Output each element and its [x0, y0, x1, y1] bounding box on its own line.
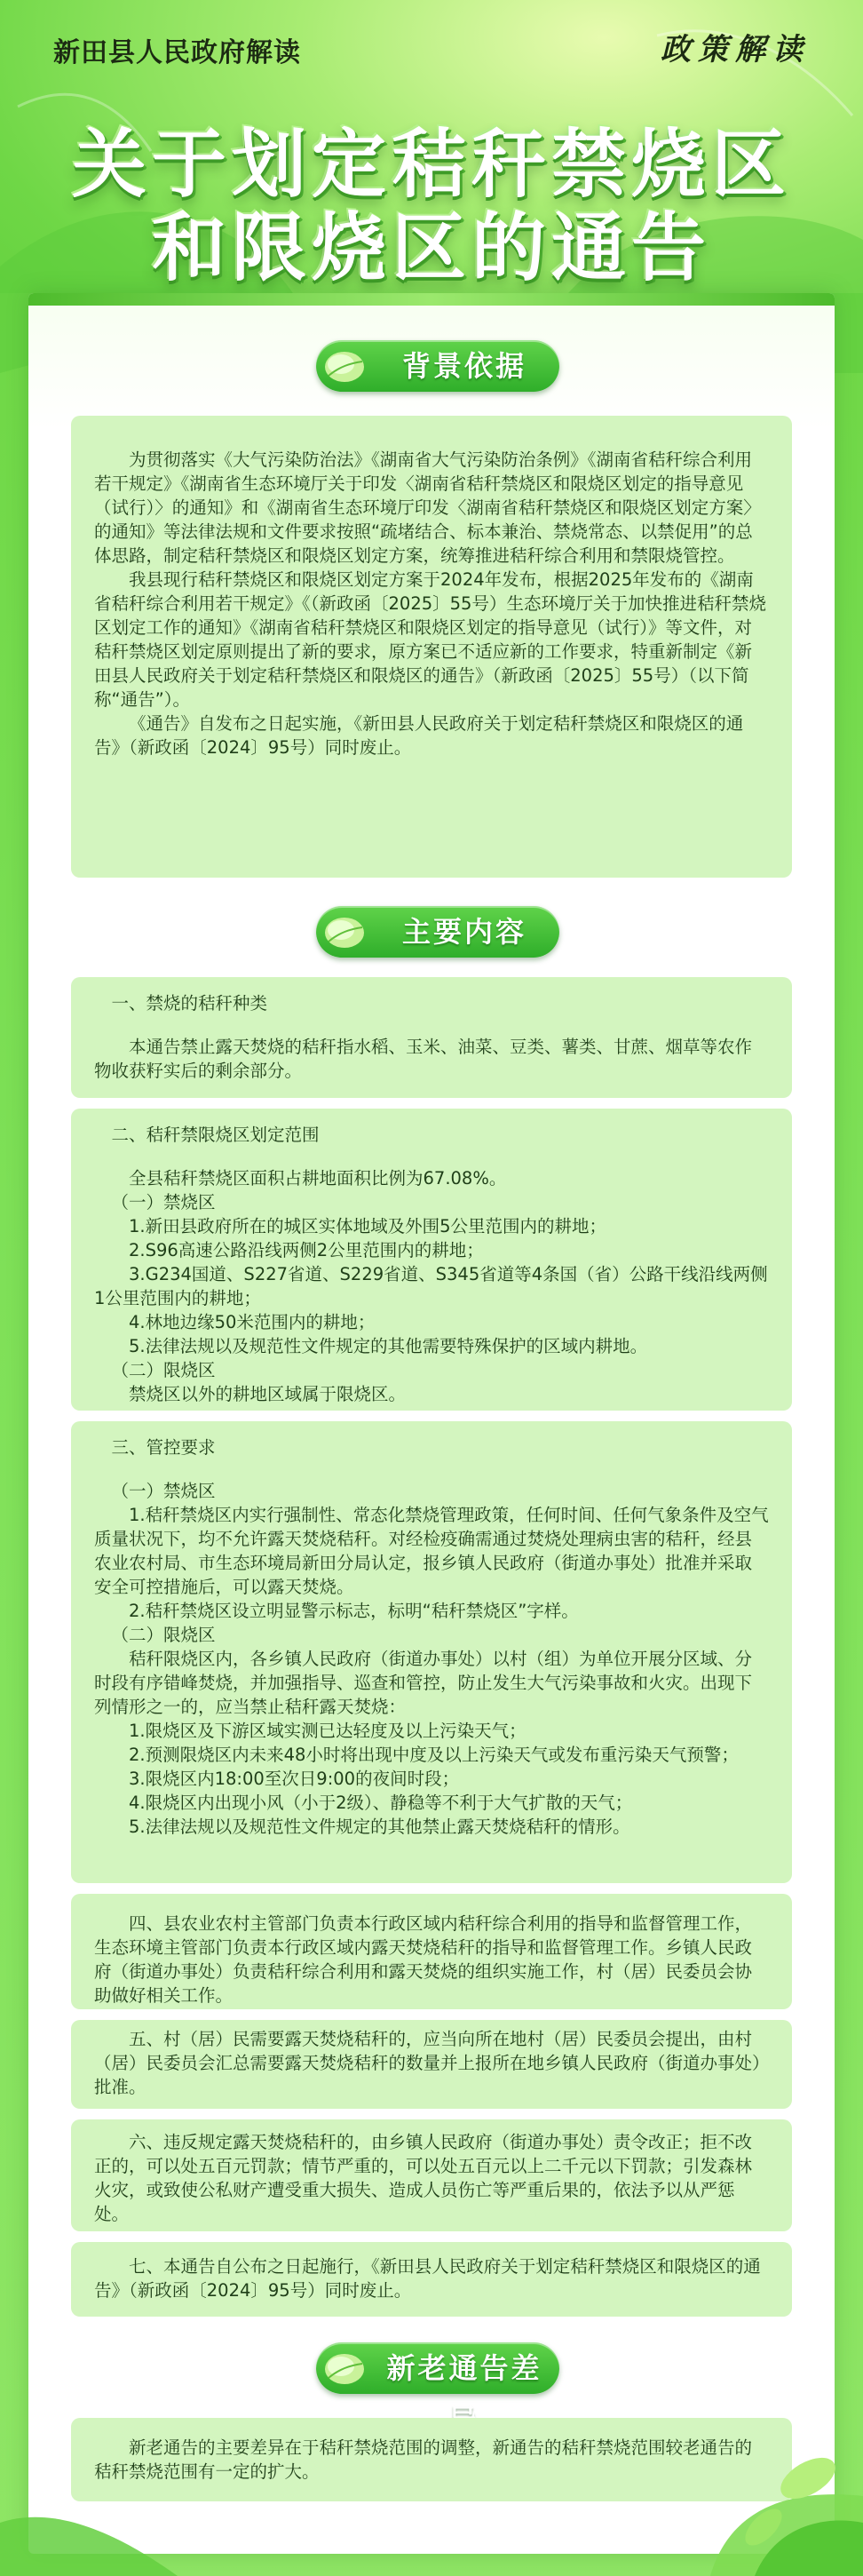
paragraph: 《通告》自发布之日起实施，《新田县人民政府关于划定秸秆禁烧区和限烧区的通告》（新政函〔2024〕95号）同时废止。: [94, 713, 744, 758]
content-box-3: [71, 1421, 792, 1883]
section-title-label: 新老通告差: [386, 2351, 542, 2385]
section-title-main: [316, 906, 559, 958]
section-title-background: [316, 340, 559, 392]
content-box-6: [71, 2119, 792, 2231]
government-name: 新田县人民政府解读: [53, 37, 301, 68]
panel-top-strip: [28, 293, 835, 306]
sub-heading: （一）禁烧区: [111, 1481, 216, 1501]
leaf-decoration-icon: [0, 2469, 178, 2576]
item-text: 七、本通告自公布之日起施行，《新田县人民政府关于划定秸秆禁烧区和限烧区的通告》（新政函〔2024〕95号）同时废止。: [94, 2256, 761, 2301]
section-title-diff: [316, 2342, 559, 2394]
item-text: 禁烧区以外的耕地区域属于限烧区。: [129, 1384, 407, 1404]
paragraph: 为贯彻落实《大气污染防治法》《湖南省大气污染防治条例》《湖南省秸秆综合利用若干规定》《湖南省生态环境厅关于印发〈湖南省秸秆禁烧区和限烧区划定的指导意见（试行）〉的通知》和《湖南省生态环境厅印发〈湖南省秸秆禁烧区和限烧区划定方案〉的通知》等法律法规和文件要求按照“疏堵结合、标本兼治、禁烧常态、以禁促用”的总体思路，制定秸秆禁烧区和限烧区划定方案，统筹推进秸秆综合利用和禁限烧管控。: [94, 449, 761, 566]
leaf-icon: [321, 346, 373, 386]
leaf-icon: [321, 911, 373, 952]
list-item: 1.新田县政府所在的城区实体地域及外围5公里范围内的耕地；: [129, 1216, 607, 1236]
item-text: 秸秆限烧区内，各乡镇人民政府（街道办事处）以村（组）为单位开展分区域、分时段有序错峰焚烧，并加强指导、巡查和管控，防止发生大气污染事故和火灾。出现下列情形之一的，应当禁止秸秆露天焚烧：: [94, 1649, 753, 1717]
item-heading: 一、禁烧的秸秆种类: [111, 993, 268, 1014]
item-text: 六、违反规定露天焚烧秸秆的，由乡镇人民政府（街道办事处）责令改正；拒不改正的，可以处五百元罚款；情节严重的，可以处五百元以上二千元以下罚款；引发森林火灾，或致使公私财产遭受重大损失、造成人员伤亡等严重后果的，依法予以从严惩处。: [94, 2132, 753, 2224]
content-box-7: [71, 2242, 792, 2317]
list-item: 2.预测限烧区内未来48小时将出现中度及以上污染天气或发布重污染天气预警；: [129, 1745, 739, 1765]
item-heading: 二、秸秆禁限烧区划定范围: [111, 1125, 320, 1145]
list-item: 5.法律法规以及规范性文件规定的其他禁止露天焚烧秸秆的情形。: [129, 1817, 630, 1837]
list-item: 3.G234国道、S227省道、S229省道、S345省道等4条国（省）公路干线沿线两侧1公里范围内的耕地；: [94, 1264, 768, 1308]
section-title-label: 主要内容: [401, 915, 527, 949]
leaf-icon: [321, 2348, 373, 2389]
sub-heading: （二）限烧区: [111, 1360, 216, 1380]
item-text: 四、县农业农村主管部门负责本行政区域内秸秆综合利用的指导和监督管理工作，生态环境主管部门负责本行政区域内露天焚烧秸秆的指导和监督管理工作。乡镇人民政府（街道办事处）负责秸秆综合利用和露天焚烧的组织实施工作，村（居）民委员会协助做好相关工作。: [94, 1913, 753, 2006]
list-item: 2.S96高速公路沿线两侧2公里范围内的耕地；: [129, 1240, 484, 1260]
content-box-5: [71, 2020, 792, 2109]
page-title-line1: 关于划定秸秆禁烧区: [71, 121, 791, 208]
leaf-decoration-icon: [675, 2416, 863, 2576]
list-item: 1.限烧区及下游区域实测已达轻度及以上污染天气；: [129, 1721, 527, 1741]
item-text: 全县秸秆禁烧区面积占耕地面积比例为67.08%。: [129, 1168, 507, 1189]
content-box-1: [71, 977, 792, 1098]
item-text: 1.秸秆禁烧区内实行强制性、常态化禁烧管理政策，任何时间、任何气象条件及空气质量状况下，均不允许露天焚烧秸秆。对经检疫确需通过焚烧处理病虫害的秸秆，经县农业农村局、市生态环境局新田分局认定，报乡镇人民政府（街道办事处）批准并采取安全可控措施后，可以露天焚烧。: [94, 1505, 769, 1597]
page-title-line2: 和限烧区的通告: [151, 204, 711, 291]
item-text: 新老通告的主要差异在于秸秆禁烧范围的调整，新通告的秸秆禁烧范围较老通告的秸秆禁烧范围有一定的扩大。: [94, 2437, 753, 2482]
item-text: 2.秸秆禁烧区设立明显警示标志，标明“秸秆禁烧区”字样。: [129, 1601, 579, 1621]
content-box-2: [71, 1109, 792, 1411]
item-text: 五、村（居）民需要露天焚烧秸秆的，应当向所在地村（居）民委员会提出，由村（居）民委员会汇总需要露天焚烧秸秆的数量并上报所在地乡镇人民政府（街道办事处）批准。: [94, 2029, 761, 2097]
top-bar: [0, 0, 863, 89]
item-text: 本通告禁止露天焚烧的秸秆指水稻、玉米、油菜、豆类、薯类、甘蔗、烟草等农作物收获籽实后的剩余部分。: [94, 1037, 753, 1081]
section-title-label: 背景依据: [401, 349, 527, 383]
sub-heading: （一）禁烧区: [111, 1192, 216, 1212]
list-item: 4.限烧区内出现小风（小于2级）、静稳等不利于大气扩散的天气；: [129, 1793, 633, 1813]
background-text-box: [71, 416, 792, 878]
list-item: 3.限烧区内18:00至次日9:00的夜间时段；: [129, 1769, 460, 1789]
list-item: 4.林地边缘50米范围内的耕地；: [129, 1312, 376, 1332]
list-item: 5.法律法规以及规范性文件规定的其他需要特殊保护的区域内耕地。: [129, 1336, 648, 1356]
policy-tag: 政策解读: [661, 32, 810, 68]
paragraph: 我县现行秸秆禁烧区和限烧区划定方案于2024年发布，根据2025年发布的《湖南省秸秆综合利用若干规定》《（新政函〔2025〕55号）生态环境厅关于加快推进秸秆禁烧区划定工作的通知》《湖南省秸秆禁烧区和限烧区划定的指导意见（试行）》等文件，对秸秆禁烧区划定原则提出了新的要求，原方案已不适应新的工作要求，特重新制定《新田县人民政府关于划定秸秆禁烧区和限烧区的通告》（新政函〔2025〕55号）（以下简称“通告”）。: [94, 569, 766, 710]
content-box-4: [71, 1894, 792, 2009]
item-heading: 三、管控要求: [111, 1437, 216, 1458]
sub-heading: （二）限烧区: [111, 1625, 216, 1645]
